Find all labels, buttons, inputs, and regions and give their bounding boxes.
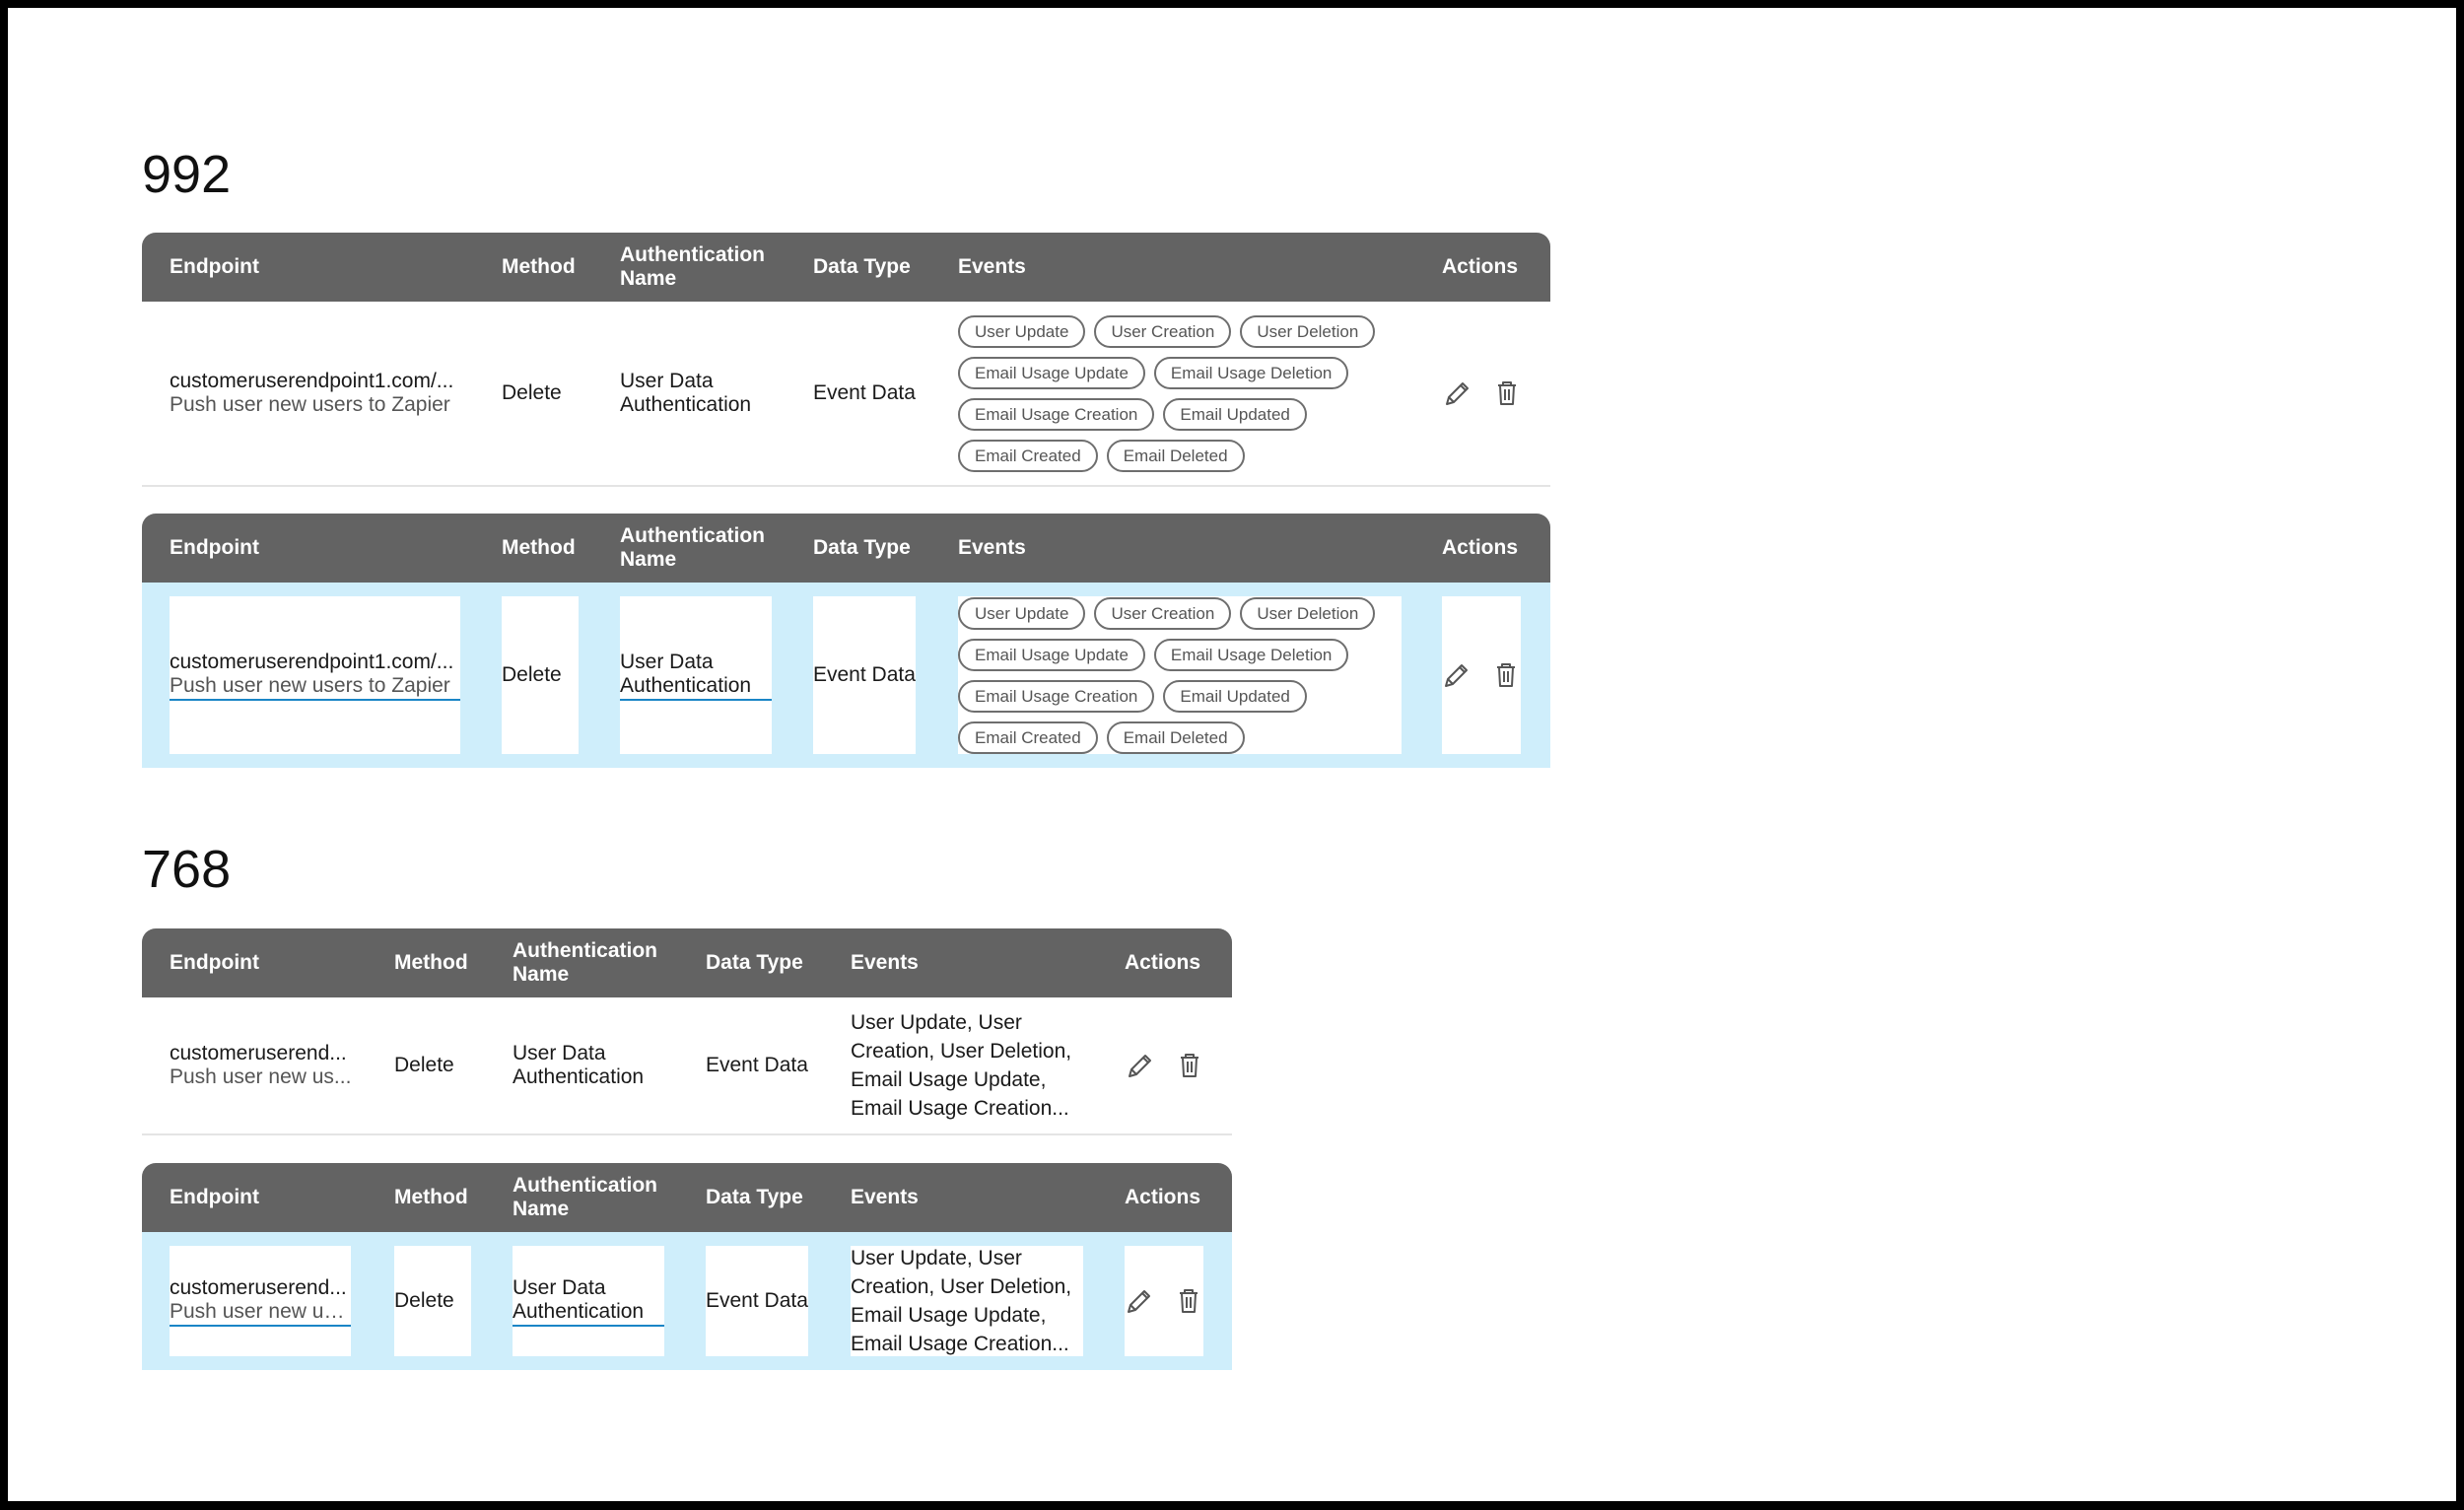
header-actions: Actions <box>1097 928 1232 997</box>
event-chip: Email Deleted <box>1107 440 1245 472</box>
data-type-cell: Event Data <box>678 997 823 1135</box>
webhooks-table-992-hover <box>142 514 1550 768</box>
header-actions: Actions <box>1097 1163 1232 1232</box>
header-events[interactable]: Events <box>930 514 1414 583</box>
auth-cell <box>485 997 678 1135</box>
data-type-value: Event Data <box>813 663 916 686</box>
event-chip: Email Usage Creation <box>958 398 1154 431</box>
events-cell <box>930 302 1414 487</box>
event-chip: User Update <box>958 315 1085 348</box>
event-chip: Email Usage Creation <box>958 680 1154 713</box>
data-type-value: Event Data <box>706 1289 808 1312</box>
auth-line-1: User Data <box>513 1275 606 1299</box>
method-value: Delete <box>394 1289 454 1312</box>
events-summary: User Update, User Creation, User Deletion, Email Usage Update, Email Usage Creation... <box>851 1247 1072 1355</box>
header-events[interactable]: Events <box>930 233 1414 302</box>
event-chip: User Deletion <box>1240 597 1375 630</box>
pencil-icon[interactable] <box>1441 659 1472 691</box>
event-chip: Email Updated <box>1163 398 1307 431</box>
data-type-cell <box>678 1232 823 1370</box>
webhooks-table-768-hover <box>142 1163 1232 1370</box>
pencil-icon[interactable] <box>1442 378 1473 409</box>
table-row-hovered[interactable] <box>142 583 1550 768</box>
table-header-row <box>142 1163 1232 1232</box>
header-endpoint[interactable]: Endpoint <box>142 1163 367 1232</box>
method-value: Delete <box>502 663 562 686</box>
endpoint-description: Push user new us... <box>170 1065 352 1088</box>
event-chip: User Deletion <box>1240 315 1375 348</box>
data-type-cell <box>786 583 930 768</box>
auth-line-1: User Data <box>620 650 714 673</box>
event-chip: User Update <box>958 597 1085 630</box>
header-actions: Actions <box>1414 514 1550 583</box>
endpoint-url[interactable]: customeruserend... <box>170 1275 347 1299</box>
header-method[interactable]: Method <box>367 1163 485 1232</box>
header-auth-name[interactable]: Authentication Name <box>592 233 786 302</box>
header-endpoint[interactable]: Endpoint <box>142 514 474 583</box>
auth-cell <box>485 1232 678 1370</box>
trash-icon[interactable] <box>1490 659 1522 691</box>
method-cell <box>367 1232 485 1370</box>
actions-cell <box>1414 302 1550 487</box>
events-summary: User Update, User Creation, User Deletion, Email Usage Update, Email Usage Creation... <box>851 1011 1072 1120</box>
event-chip: Email Deleted <box>1107 721 1245 754</box>
table-header-row <box>142 233 1550 302</box>
header-endpoint[interactable]: Endpoint <box>142 233 474 302</box>
header-actions: Actions <box>1414 233 1550 302</box>
table-row[interactable] <box>142 302 1550 487</box>
event-chip: User Creation <box>1094 315 1231 348</box>
webhooks-table-768-default <box>142 928 1232 1135</box>
event-chip-list <box>958 597 1402 754</box>
pencil-icon[interactable] <box>1125 1050 1156 1081</box>
endpoint-url[interactable]: customeruserendpoint1.com/... <box>170 370 454 392</box>
table-header-row <box>142 928 1232 997</box>
event-chip: Email Usage Deletion <box>1154 639 1348 671</box>
event-chip: User Creation <box>1094 597 1231 630</box>
event-chip: Email Usage Update <box>958 357 1145 389</box>
trash-icon[interactable] <box>1174 1050 1205 1081</box>
header-events[interactable]: Events <box>823 1163 1097 1232</box>
auth-line-1: User Data <box>513 1042 606 1064</box>
actions-cell <box>1414 583 1550 768</box>
events-cell <box>823 1232 1097 1370</box>
data-type-cell: Event Data <box>786 302 930 487</box>
event-chip: Email Created <box>958 440 1098 472</box>
header-data-type[interactable]: Data Type <box>786 514 930 583</box>
auth-line-2: Authentication <box>620 673 752 697</box>
method-cell: Delete <box>367 997 485 1135</box>
auth-line-1: User Data <box>620 370 714 392</box>
event-chip: Email Updated <box>1163 680 1307 713</box>
header-auth-name[interactable]: Authentication Name <box>485 928 678 997</box>
event-chip: Email Usage Deletion <box>1154 357 1348 389</box>
auth-line-2: Authentication <box>620 393 752 416</box>
table-row-hovered[interactable] <box>142 1232 1232 1370</box>
event-chip: Email Usage Update <box>958 639 1145 671</box>
table-header-row <box>142 514 1550 583</box>
event-chip: Email Created <box>958 721 1098 754</box>
section-title-768: 768 <box>142 840 232 899</box>
actions-cell <box>1097 997 1232 1135</box>
header-method[interactable]: Method <box>367 928 485 997</box>
auth-cell <box>592 302 786 487</box>
auth-line-2: Authentication <box>513 1299 645 1323</box>
trash-icon[interactable] <box>1491 378 1523 409</box>
auth-value[interactable] <box>513 1276 664 1327</box>
webhooks-table-992-default <box>142 233 1550 487</box>
header-method[interactable]: Method <box>474 233 592 302</box>
header-method[interactable]: Method <box>474 514 592 583</box>
event-chip-list <box>958 315 1421 472</box>
table-row[interactable] <box>142 997 1232 1135</box>
endpoint-cell <box>142 1232 367 1370</box>
actions-cell <box>1097 1232 1232 1370</box>
auth-cell <box>592 583 786 768</box>
header-endpoint[interactable]: Endpoint <box>142 928 367 997</box>
header-events[interactable]: Events <box>823 928 1097 997</box>
auth-line-2: Authentication <box>513 1065 645 1088</box>
endpoint-description: Push user new users to Zapier <box>170 393 450 416</box>
header-auth-name[interactable]: Authentication Name <box>592 514 786 583</box>
pencil-icon[interactable] <box>1124 1285 1155 1317</box>
section-title-992: 992 <box>142 145 232 204</box>
header-auth-name[interactable]: Authentication Name <box>485 1163 678 1232</box>
endpoint-description[interactable]: Push user new us... <box>170 1300 351 1327</box>
method-cell <box>474 583 592 768</box>
header-data-type[interactable]: Data Type <box>678 928 823 997</box>
events-cell <box>823 997 1097 1135</box>
events-cell <box>930 583 1414 768</box>
endpoint-description[interactable]: Push user new users to Zapier <box>170 674 460 701</box>
method-cell: Delete <box>474 302 592 487</box>
endpoint-cell <box>142 583 474 768</box>
endpoint-url[interactable]: customeruserendpoint1.com/... <box>170 650 454 673</box>
endpoint-cell <box>142 997 367 1135</box>
auth-value[interactable] <box>620 651 772 701</box>
trash-icon[interactable] <box>1173 1285 1204 1317</box>
header-data-type[interactable]: Data Type <box>678 1163 823 1232</box>
endpoint-cell <box>142 302 474 487</box>
endpoint-url[interactable]: customeruserend... <box>170 1042 347 1064</box>
header-data-type[interactable]: Data Type <box>786 233 930 302</box>
